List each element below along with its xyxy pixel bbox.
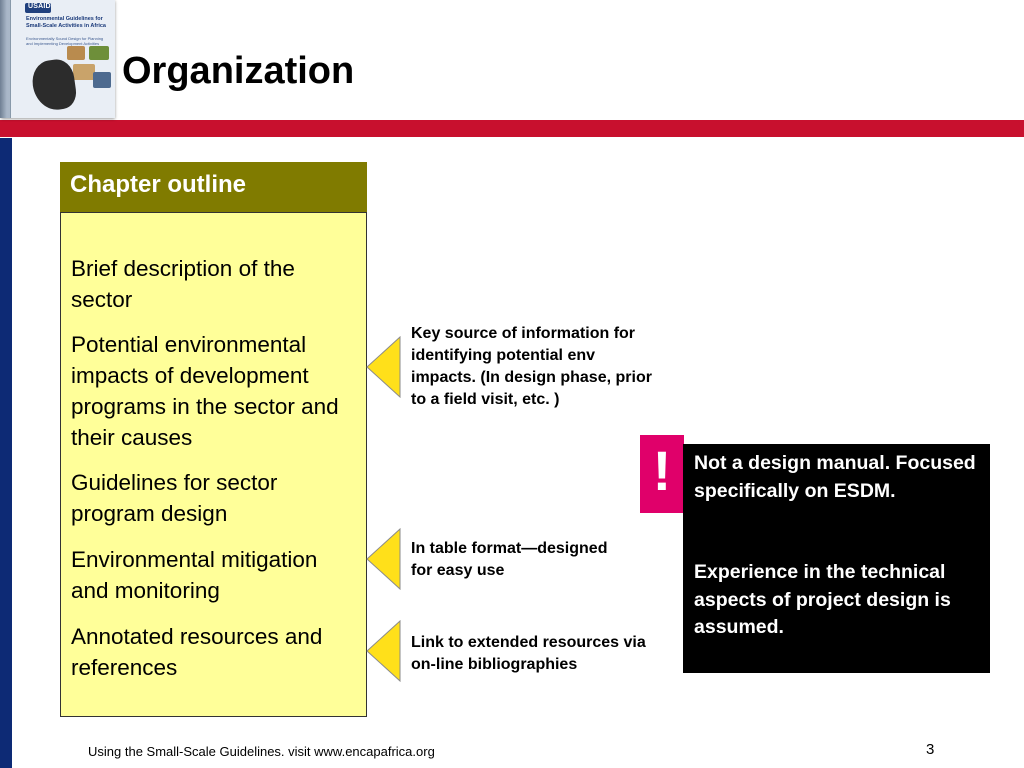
note-experience-assumed: Experience in the technical aspects of project design is assumed.: [694, 561, 951, 638]
outline-item-environmental-impacts: Potential environmental impacts of development programs in the sector and their causes: [71, 332, 339, 450]
book-subtitle: Environmentally Sound Design for Planning and Implementing Development Activities: [26, 36, 104, 46]
outline-item-program-design: Guidelines for sector program design: [71, 470, 278, 526]
slide-title: Organization: [122, 50, 355, 92]
outline-item-sector-description: Brief description of the sector: [71, 256, 295, 312]
annotation-extended-resources: Link to extended resources via on-line bibliographies: [411, 634, 646, 673]
book-cover-icon: [0, 0, 114, 118]
arrow-left-icon: [366, 336, 406, 398]
outline-item-resources-references: Annotated resources and references: [71, 624, 323, 680]
annotation-key-source: Key source of information for identifying potential env impacts. (In design phase, prior to a field visit, etc. ): [411, 325, 652, 408]
note-box: [683, 444, 990, 673]
chapter-outline-box: [60, 162, 367, 717]
cover-photo: [73, 64, 95, 80]
chapter-outline-header: [60, 162, 367, 212]
outline-item-mitigation-monitoring: Environmental mitigation and monitoring: [71, 547, 318, 603]
slide-footer: Using the Small-Scale Guidelines. visit www.encapafrica.org: [88, 744, 435, 759]
cover-photo: [89, 46, 109, 60]
exclamation-icon: [640, 435, 684, 513]
africa-map-icon: [30, 57, 79, 112]
chapter-outline-heading: Chapter outline: [70, 171, 247, 198]
usaid-logo-text: USAID: [28, 3, 51, 10]
chapter-outline-body: [60, 212, 367, 717]
title-underline-bar: [0, 120, 1024, 137]
cover-photo: [67, 46, 85, 60]
cover-photo: [93, 72, 111, 88]
page-number: 3: [926, 741, 935, 758]
note-design-manual: Not a design manual. Focused specifically on ESDM.: [694, 452, 976, 502]
book-title: Environmental Guidelines for Small-Scale Activities in Africa: [26, 16, 106, 29]
annotation-table-format: In table format—designed for easy use: [411, 540, 608, 579]
left-band-stripe: [12, 138, 16, 768]
exclamation-glyph: !: [652, 439, 672, 502]
arrow-left-icon: [366, 620, 406, 682]
arrow-left-icon: [366, 528, 406, 590]
